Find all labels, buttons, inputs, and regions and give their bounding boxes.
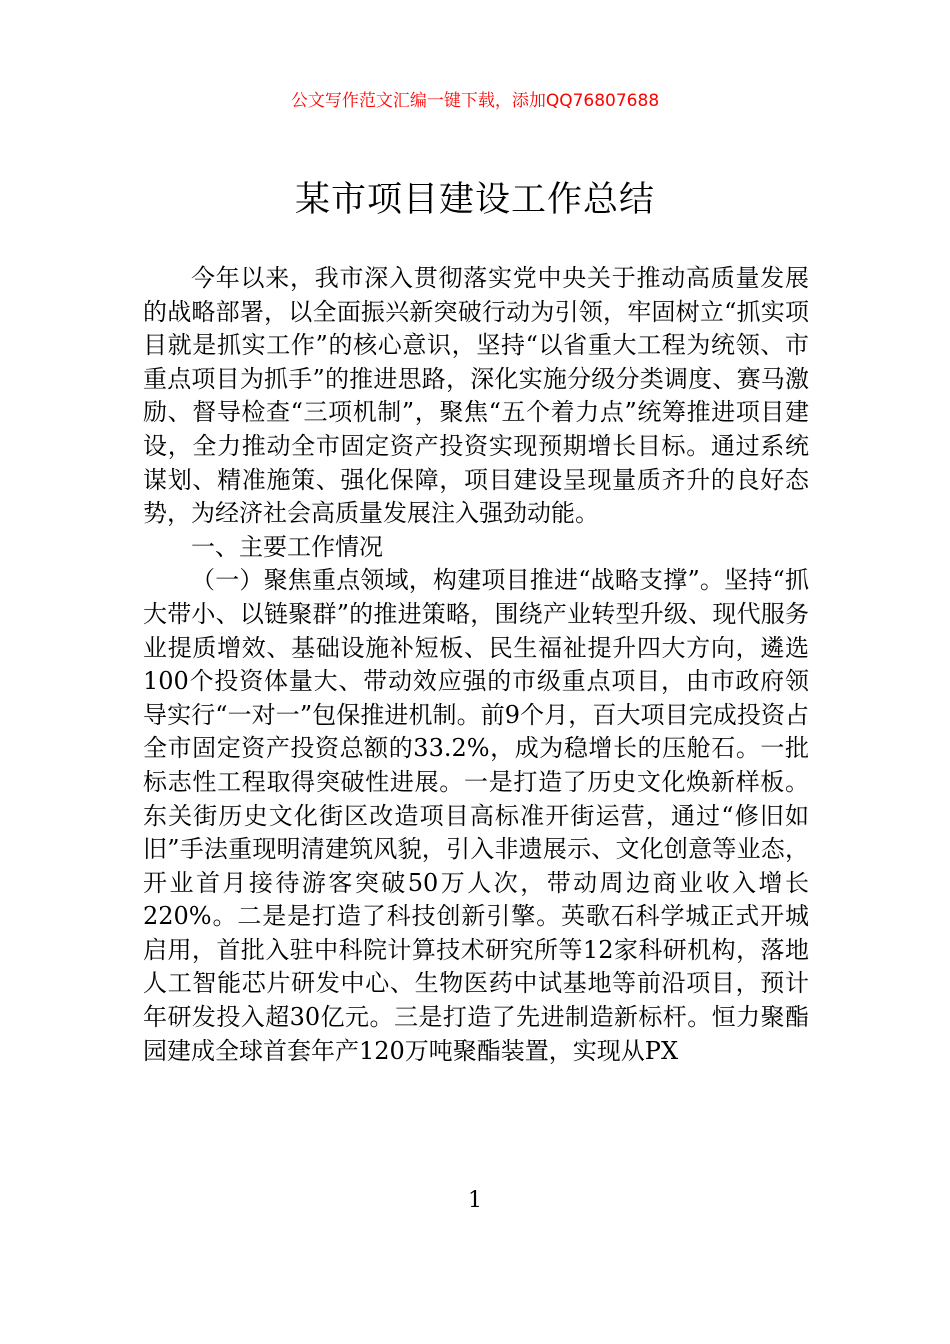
page-number: 1 — [468, 1188, 482, 1213]
intro-paragraph: 今年以来，我市深入贯彻落实党中央关于推动高质量发展的战略部署，以全面振兴新突破行动为引领，牢固树立“抓实项目就是抓实工作”的核心意识，坚持“以省重大工程为统领、市重点项目为抓手”的推进思路，深化实施分级分类调度、赛马激励、督导检查“三项机制”，聚焦“五个着力点”统筹推进项目建设，全力推动全市固定资产投资实现预期增长目标。通过系统谋划、精准施策、强化保障，项目建设呈现量质齐升的良好态势，为经济社会高质量发展注入强劲动能。 — [143, 264, 809, 528]
download-banner: 公文写作范文汇编一键下载，添加QQ76807688 — [290, 91, 660, 111]
document-body — [143, 262, 809, 1068]
subsection-paragraph: （一）聚焦重点领域，构建项目推进“战略支撑”。坚持“抓大带小、以链聚群”的推进策略，围绕产业转型升级、现代服务业提质增效、基础设施补短板、民生福祉提升四大方向，遴选100个投资体量大、带动效应强的市级重点项目，由市政府领导实行“一对一”包保推进机制。前9个月，百大项目完成投资占全市固定资产投资总额的33.2%，成为稳增长的压舱石。一批标志性工程取得突破性进展。一是打造了历史文化焕新样板。东关街历史文化街区改造项目高标准开街运营，通过“修旧如旧”手法重现明清建筑风貌，引入非遗展示、文化创意等业态，开业首月接待游客突破50万人次，带动周边商业收入增长220%。二是是打造了科技创新引擎。英歌石科学城正式开城启用，首批入驻中科院计算技术研究所等12家科研机构，落地人工智能芯片研发中心、生物医药中试基地等前沿项目，预计年研发投入超30亿元。三是打造了先进制造新标杆。恒力聚酯园建成全球首套年产120万吨聚酯装置，实现从PX — [143, 566, 809, 1065]
document-title: 某市项目建设工作总结 — [294, 180, 655, 220]
section-heading: 一、主要工作情况 — [191, 532, 383, 561]
